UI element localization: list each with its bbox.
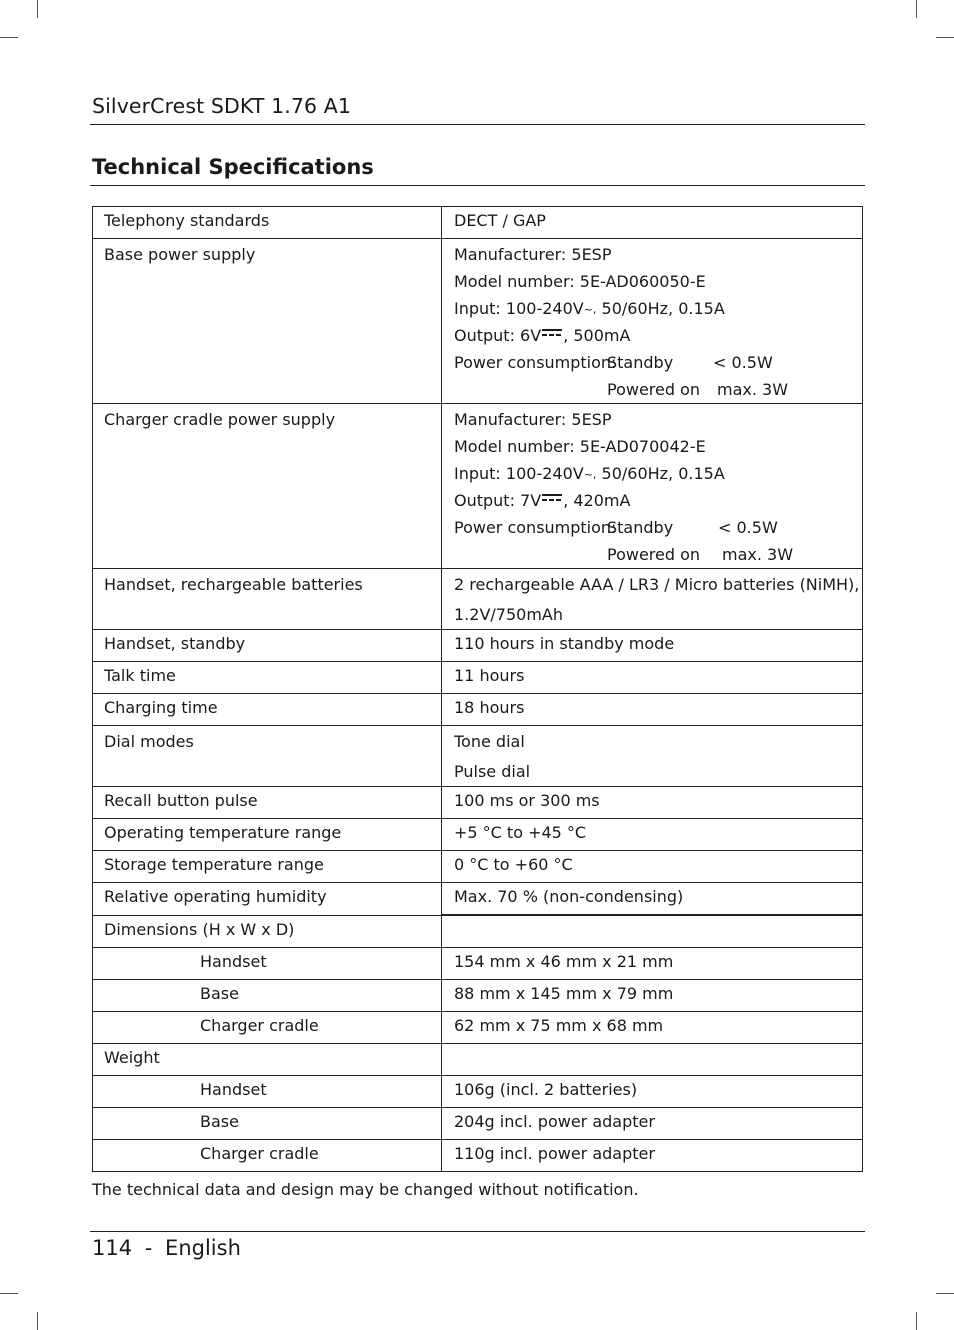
table-row <box>93 1012 863 1044</box>
table-row <box>93 948 863 980</box>
manufacturer-text: Manufacturer: 5ESP <box>454 245 612 264</box>
section-title: Technical Specifications <box>92 155 374 179</box>
table-row <box>93 851 863 883</box>
input-text: Input: 100-240V~, 50/60Hz, 0.15A <box>454 464 725 483</box>
model-text: Model number: 5E-AD060050-E <box>454 272 706 291</box>
spec-label: Telephony standards <box>93 207 442 239</box>
spec-value: +5 °C to +45 °C <box>442 819 863 851</box>
manufacturer-text: Manufacturer: 5ESP <box>454 410 612 429</box>
table-row <box>93 404 863 569</box>
table-row <box>93 980 863 1012</box>
ac-symbol: ~, <box>583 468 597 481</box>
spec-value <box>442 404 863 569</box>
spec-table <box>92 206 863 1172</box>
spec-value: Tone dial Pulse dial <box>442 726 863 787</box>
power-consumption-on: Powered on max. 3W <box>607 380 789 399</box>
spec-label: Relative operating humidity <box>93 883 442 916</box>
table-row <box>93 787 863 819</box>
table-row <box>93 1076 863 1108</box>
spec-sublabel: Charger cradle <box>93 1140 442 1172</box>
spec-label: Storage temperature range <box>93 851 442 883</box>
crop-mark <box>0 1293 18 1294</box>
spec-label: Handset, rechargeable batteries <box>93 569 442 630</box>
spec-value <box>442 1044 863 1076</box>
spec-sublabel: Charger cradle <box>93 1012 442 1044</box>
model-text: Model number: 5E-AD070042-E <box>454 437 706 456</box>
page-footer <box>92 1236 241 1260</box>
crop-mark <box>916 0 917 18</box>
ac-symbol: ~, <box>583 303 597 316</box>
spec-value <box>442 915 863 948</box>
power-consumption: Power consumption: Standby < 0.5W <box>454 518 778 537</box>
spec-value <box>442 239 863 404</box>
crop-mark <box>37 0 38 18</box>
footer-separator: - <box>144 1236 153 1260</box>
footer-language: English <box>165 1236 241 1260</box>
spec-label: Operating temperature range <box>93 819 442 851</box>
spec-value: 62 mm x 75 mm x 68 mm <box>442 1012 863 1044</box>
power-consumption-on: Powered on max. 3W <box>607 545 794 564</box>
section-rule <box>90 185 865 186</box>
table-row <box>93 1044 863 1076</box>
spec-value: 0 °C to +60 °C <box>442 851 863 883</box>
spec-label: Dimensions (H x W x D) <box>93 915 442 948</box>
page-number: 114 <box>92 1236 133 1260</box>
spec-sublabel: Handset <box>93 1076 442 1108</box>
table-row <box>93 726 863 787</box>
input-text: Input: 100-240V~, 50/60Hz, 0.15A <box>454 299 725 318</box>
dc-symbol-icon <box>542 494 562 503</box>
spec-sublabel: Handset <box>93 948 442 980</box>
spec-value: 11 hours <box>442 662 863 694</box>
spec-value: 100 ms or 300 ms <box>442 787 863 819</box>
spec-value: 110g incl. power adapter <box>442 1140 863 1172</box>
header-rule <box>90 124 865 125</box>
table-row <box>93 569 863 630</box>
table-row <box>93 819 863 851</box>
spec-value: 110 hours in standby mode <box>442 630 863 662</box>
crop-mark <box>936 37 954 38</box>
table-row <box>93 694 863 726</box>
output-text: Output: 6V , 500mA <box>454 326 631 345</box>
spec-value: 154 mm x 46 mm x 21 mm <box>442 948 863 980</box>
footnote: The technical data and design may be changed without notification. <box>92 1180 639 1199</box>
table-row <box>93 1108 863 1140</box>
document-title: SilverCrest SDKT 1.76 A1 <box>92 94 352 118</box>
table-row <box>93 662 863 694</box>
spec-value: Max. 70 % (non-condensing) <box>442 883 863 916</box>
table-row <box>93 1140 863 1172</box>
spec-value: 2 rechargeable AAA / LR3 / Micro batteries (NiMH), 1.2V/750mAh <box>442 569 863 630</box>
table-row <box>93 915 863 948</box>
dc-symbol-icon <box>542 329 562 338</box>
spec-label: Talk time <box>93 662 442 694</box>
output-text: Output: 7V , 420mA <box>454 491 631 510</box>
spec-value: 88 mm x 145 mm x 79 mm <box>442 980 863 1012</box>
spec-label: Dial modes <box>93 726 442 787</box>
footer-rule <box>90 1231 865 1232</box>
spec-value: 18 hours <box>442 694 863 726</box>
spec-label: Handset, standby <box>93 630 442 662</box>
spec-value: 204g incl. power adapter <box>442 1108 863 1140</box>
crop-mark <box>936 1293 954 1294</box>
table-row <box>93 883 863 916</box>
spec-sublabel: Base <box>93 980 442 1012</box>
table-row <box>93 630 863 662</box>
spec-label: Charging time <box>93 694 442 726</box>
spec-label: Weight <box>93 1044 442 1076</box>
spec-label: Charger cradle power supply <box>93 404 442 569</box>
spec-label: Recall button pulse <box>93 787 442 819</box>
crop-mark <box>0 37 18 38</box>
spec-value: 106g (incl. 2 batteries) <box>442 1076 863 1108</box>
table-row <box>93 239 863 404</box>
spec-sublabel: Base <box>93 1108 442 1140</box>
power-consumption: Power consumption: Standby < 0.5W <box>454 353 773 372</box>
table-row <box>93 207 863 239</box>
spec-label: Base power supply <box>93 239 442 404</box>
spec-value: DECT / GAP <box>442 207 863 239</box>
crop-mark <box>916 1312 917 1330</box>
crop-mark <box>37 1312 38 1330</box>
